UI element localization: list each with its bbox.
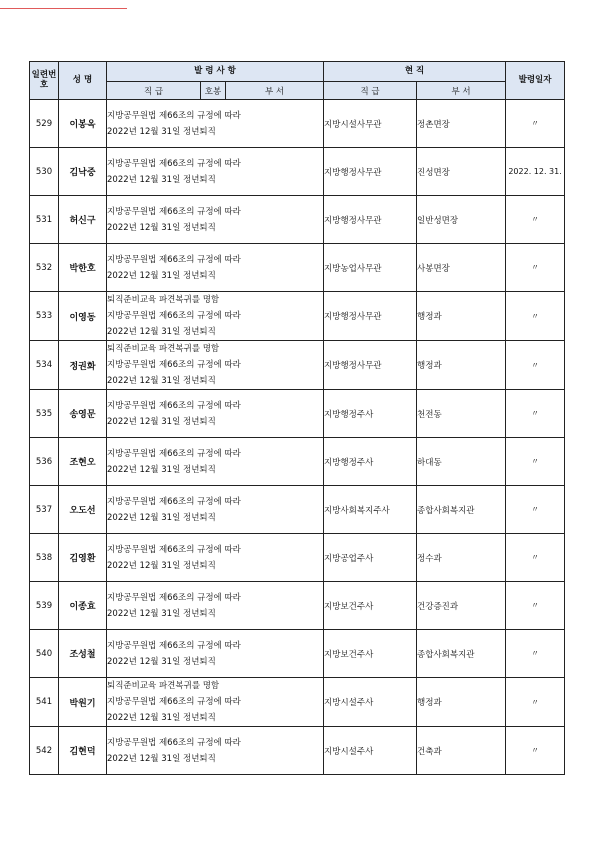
serial-number: 540 — [30, 630, 59, 678]
order-line: 2022년 12월 31일 정년퇴직 — [107, 608, 216, 619]
header-serial: 일련번호 — [30, 62, 59, 100]
person-name: 이봉옥 — [59, 100, 107, 148]
order-date: 〃 — [506, 630, 565, 678]
current-dept: 종합사회복지관 — [417, 630, 506, 678]
top-accent-line — [0, 8, 127, 9]
order-line: 2022년 12월 31일 정년퇴직 — [107, 222, 216, 233]
order-line: 2022년 12월 31일 정년퇴직 — [107, 376, 216, 386]
current-dept: 일반성면장 — [417, 196, 506, 244]
current-dept: 정촌면장 — [417, 100, 506, 148]
order-line: 2022년 12월 31일 정년퇴직 — [107, 464, 216, 475]
table-row — [30, 390, 565, 438]
order-line: 2022년 12월 31일 정년퇴직 — [107, 753, 216, 764]
order-date: 〃 — [506, 678, 565, 727]
order-date: 〃 — [506, 534, 565, 582]
order-text — [107, 292, 324, 341]
current-dept: 행정과 — [417, 678, 506, 727]
order-text — [107, 486, 324, 534]
serial-number: 530 — [30, 148, 59, 196]
person-name: 이영동 — [59, 292, 107, 341]
current-grade: 지방보건주사 — [324, 630, 417, 678]
current-dept: 건강증진과 — [417, 582, 506, 630]
order-date: 〃 — [506, 582, 565, 630]
order-date: 〃 — [506, 244, 565, 292]
person-name: 허신구 — [59, 196, 107, 244]
order-line: 지방공무원법 제66조의 규정에 따라 — [107, 206, 241, 217]
order-line: 지방공무원법 제66조의 규정에 따라 — [107, 737, 241, 748]
header-order: 발 령 사 항 — [107, 62, 324, 82]
subheader-current-grade: 직 급 — [324, 82, 417, 100]
order-text — [107, 148, 324, 196]
person-name: 송영문 — [59, 390, 107, 438]
person-name: 김영환 — [59, 534, 107, 582]
table-row — [30, 341, 565, 390]
order-line: 2022년 12월 31일 정년퇴직 — [107, 512, 216, 523]
header-date: 발령일자 — [506, 62, 565, 100]
order-line: 지방공무원법 제66조의 규정에 따라 — [107, 544, 241, 555]
order-date: 〃 — [506, 196, 565, 244]
order-date: 〃 — [506, 727, 565, 775]
current-grade: 지방시설주사 — [324, 678, 417, 727]
order-date: 〃 — [506, 438, 565, 486]
order-date: 〃 — [506, 341, 565, 390]
order-text — [107, 678, 324, 727]
order-line: 지방공무원법 제66조의 규정에 따라 — [107, 448, 241, 459]
table-row — [30, 244, 565, 292]
order-line: 2022년 12월 31일 정년퇴직 — [107, 713, 216, 723]
current-grade: 지방행정주사 — [324, 438, 417, 486]
table-row — [30, 678, 565, 727]
current-dept: 정수과 — [417, 534, 506, 582]
header-name: 성 명 — [59, 62, 107, 100]
serial-number: 537 — [30, 486, 59, 534]
order-line: 지방공무원법 제66조의 규정에 따라 — [107, 697, 241, 707]
personnel-order-table — [29, 61, 565, 775]
order-line: 지방공무원법 제66조의 규정에 따라 — [107, 311, 241, 321]
current-dept: 행정과 — [417, 292, 506, 341]
person-name: 박한호 — [59, 244, 107, 292]
order-line: 퇴직준비교육 파견복귀를 명함 — [107, 344, 220, 354]
table-row — [30, 196, 565, 244]
current-grade: 지방농업사무관 — [324, 244, 417, 292]
order-date: 2022. 12. 31. — [506, 148, 565, 196]
serial-number: 533 — [30, 292, 59, 341]
order-line: 2022년 12월 31일 정년퇴직 — [107, 416, 216, 427]
current-grade: 지방행정사무관 — [324, 341, 417, 390]
order-text — [107, 100, 324, 148]
current-grade: 지방행정사무관 — [324, 292, 417, 341]
person-name: 조현오 — [59, 438, 107, 486]
order-text — [107, 390, 324, 438]
serial-number: 529 — [30, 100, 59, 148]
serial-number: 538 — [30, 534, 59, 582]
order-line: 지방공무원법 제66조의 규정에 따라 — [107, 158, 241, 169]
subheader-order-step: 호봉 — [201, 82, 226, 100]
person-name: 김현덕 — [59, 727, 107, 775]
order-line: 2022년 12월 31일 정년퇴직 — [107, 560, 216, 571]
current-grade: 지방공업주사 — [324, 534, 417, 582]
order-text — [107, 196, 324, 244]
serial-number: 536 — [30, 438, 59, 486]
order-date: 〃 — [506, 390, 565, 438]
order-text — [107, 582, 324, 630]
order-line: 2022년 12월 31일 정년퇴직 — [107, 270, 216, 281]
table-row — [30, 438, 565, 486]
current-dept: 행정과 — [417, 341, 506, 390]
current-grade: 지방행정사무관 — [324, 148, 417, 196]
person-name: 김낙중 — [59, 148, 107, 196]
current-dept: 천전동 — [417, 390, 506, 438]
order-line: 퇴직준비교육 파견복귀를 명함 — [107, 295, 220, 305]
table-row — [30, 292, 565, 341]
order-line: 지방공무원법 제66조의 규정에 따라 — [107, 254, 241, 265]
current-dept: 건축과 — [417, 727, 506, 775]
order-line: 2022년 12월 31일 정년퇴직 — [107, 327, 216, 337]
order-line: 지방공무원법 제66조의 규정에 따라 — [107, 640, 241, 651]
table-row — [30, 630, 565, 678]
table-row — [30, 148, 565, 196]
current-grade: 지방행정주사 — [324, 390, 417, 438]
serial-number: 534 — [30, 341, 59, 390]
order-line: 지방공무원법 제66조의 규정에 따라 — [107, 400, 241, 411]
order-text — [107, 534, 324, 582]
person-name: 조성철 — [59, 630, 107, 678]
order-line: 지방공무원법 제66조의 규정에 따라 — [107, 592, 241, 603]
current-dept: 하대동 — [417, 438, 506, 486]
subheader-order-dept: 부 서 — [226, 82, 324, 100]
current-grade: 지방시설주사 — [324, 727, 417, 775]
person-name: 이종효 — [59, 582, 107, 630]
order-line: 지방공무원법 제66조의 규정에 따라 — [107, 496, 241, 507]
header-current: 현 직 — [324, 62, 506, 82]
serial-number: 541 — [30, 678, 59, 727]
table-row — [30, 100, 565, 148]
order-line: 지방공무원법 제66조의 규정에 따라 — [107, 360, 241, 370]
order-text — [107, 727, 324, 775]
current-dept: 사봉면장 — [417, 244, 506, 292]
serial-number: 531 — [30, 196, 59, 244]
order-text — [107, 438, 324, 486]
current-grade: 지방사회복지주사 — [324, 486, 417, 534]
current-dept: 종합사회복지관 — [417, 486, 506, 534]
current-grade: 지방보건주사 — [324, 582, 417, 630]
table-body — [30, 100, 565, 775]
order-date: 〃 — [506, 292, 565, 341]
subheader-current-dept: 부 서 — [417, 82, 506, 100]
order-date: 〃 — [506, 100, 565, 148]
order-text — [107, 630, 324, 678]
person-name: 오도선 — [59, 486, 107, 534]
serial-number: 535 — [30, 390, 59, 438]
order-line: 2022년 12월 31일 정년퇴직 — [107, 656, 216, 667]
current-grade: 지방행정사무관 — [324, 196, 417, 244]
order-line: 2022년 12월 31일 정년퇴직 — [107, 174, 216, 185]
order-line: 퇴직준비교육 파견복귀를 명함 — [107, 681, 220, 691]
table-row — [30, 486, 565, 534]
serial-number: 532 — [30, 244, 59, 292]
order-line: 2022년 12월 31일 정년퇴직 — [107, 126, 216, 137]
person-name: 정권화 — [59, 341, 107, 390]
subheader-order-grade: 직 급 — [107, 82, 201, 100]
order-date: 〃 — [506, 486, 565, 534]
order-line: 지방공무원법 제66조의 규정에 따라 — [107, 110, 241, 121]
order-text — [107, 244, 324, 292]
serial-number: 539 — [30, 582, 59, 630]
person-name: 박원기 — [59, 678, 107, 727]
table-row — [30, 582, 565, 630]
current-dept: 진성면장 — [417, 148, 506, 196]
table-row — [30, 534, 565, 582]
current-grade: 지방시설사무관 — [324, 100, 417, 148]
order-text — [107, 341, 324, 390]
serial-number: 542 — [30, 727, 59, 775]
table-row — [30, 727, 565, 775]
